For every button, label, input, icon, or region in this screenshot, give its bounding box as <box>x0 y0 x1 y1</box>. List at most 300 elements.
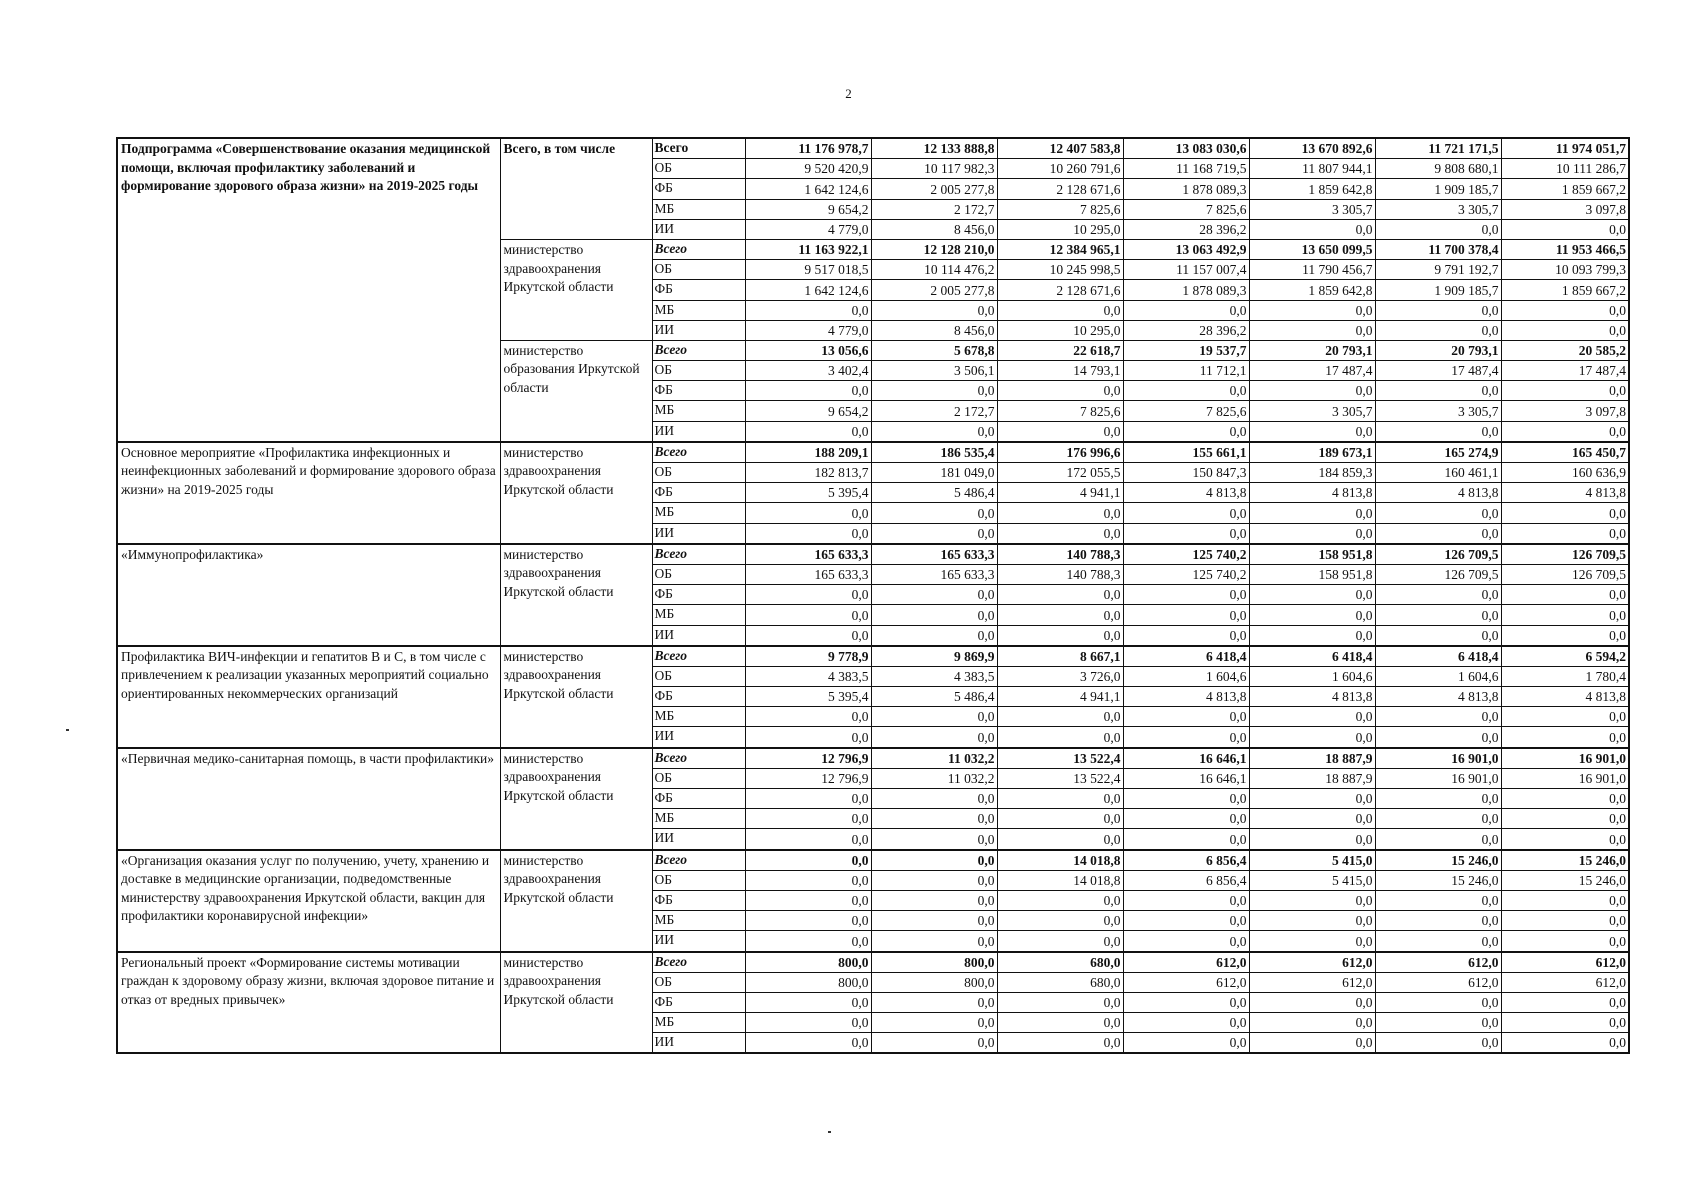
amount-cell: 0,0 <box>745 381 871 401</box>
amount-cell: 12 128 210,0 <box>871 239 997 259</box>
amount-cell: 0,0 <box>997 992 1123 1012</box>
amount-cell: 0,0 <box>1249 585 1375 605</box>
amount-cell: 0,0 <box>1249 911 1375 931</box>
amount-cell: 0,0 <box>871 911 997 931</box>
amount-cell: 28 396,2 <box>1123 219 1249 239</box>
amount-cell: 7 825,6 <box>997 199 1123 219</box>
funding-source: ИИ <box>652 931 745 952</box>
amount-cell: 0,0 <box>871 523 997 544</box>
amount-cell: 10 295,0 <box>997 320 1123 340</box>
amount-cell: 0,0 <box>997 809 1123 829</box>
amount-cell: 16 901,0 <box>1501 748 1629 769</box>
amount-cell: 0,0 <box>1375 625 1501 646</box>
amount-cell: 14 793,1 <box>997 361 1123 381</box>
amount-cell: 0,0 <box>745 585 871 605</box>
amount-cell: 0,0 <box>1249 523 1375 544</box>
amount-cell: 0,0 <box>1123 1013 1249 1033</box>
amount-cell: 0,0 <box>997 931 1123 952</box>
table-row <box>117 952 1629 973</box>
amount-cell: 0,0 <box>1501 829 1629 850</box>
amount-cell: 0,0 <box>871 625 997 646</box>
amount-cell: 680,0 <box>997 952 1123 973</box>
amount-cell: 4 941,1 <box>997 483 1123 503</box>
amount-cell: 3 726,0 <box>997 666 1123 686</box>
amount-cell: 11 953 466,5 <box>1501 239 1629 259</box>
amount-cell: 11 712,1 <box>1123 361 1249 381</box>
amount-cell: 6 418,4 <box>1375 646 1501 667</box>
amount-cell: 11 807 944,1 <box>1249 159 1375 179</box>
amount-cell: 0,0 <box>1249 789 1375 809</box>
amount-cell: 3 402,4 <box>745 361 871 381</box>
table-row <box>117 138 1629 159</box>
amount-cell: 17 487,4 <box>1375 361 1501 381</box>
amount-cell: 126 709,5 <box>1501 544 1629 565</box>
amount-cell: 0,0 <box>1501 911 1629 931</box>
executor-name: министерство здравоохранения Иркутской области <box>500 952 652 1054</box>
amount-cell: 10 117 982,3 <box>871 159 997 179</box>
funding-source: МБ <box>652 911 745 931</box>
amount-cell: 189 673,1 <box>1249 442 1375 463</box>
amount-cell: 0,0 <box>1375 809 1501 829</box>
amount-cell: 13 083 030,6 <box>1123 138 1249 159</box>
amount-cell: 0,0 <box>1123 625 1249 646</box>
amount-cell: 0,0 <box>997 381 1123 401</box>
amount-cell: 0,0 <box>1123 992 1249 1012</box>
executor-name: министерство здравоохранения Иркутской области <box>500 239 652 340</box>
amount-cell: 612,0 <box>1375 972 1501 992</box>
amount-cell: 0,0 <box>997 625 1123 646</box>
amount-cell: 4 779,0 <box>745 219 871 239</box>
funding-source: Всего <box>652 442 745 463</box>
amount-cell: 5 678,8 <box>871 340 997 360</box>
executor-name: министерство образования Иркутской области <box>500 340 652 441</box>
funding-source: Всего <box>652 239 745 259</box>
amount-cell: 0,0 <box>1375 503 1501 523</box>
amount-cell: 6 856,4 <box>1123 870 1249 890</box>
funding-source: ИИ <box>652 727 745 748</box>
amount-cell: 0,0 <box>1375 585 1501 605</box>
funding-source: ИИ <box>652 320 745 340</box>
amount-cell: 1 780,4 <box>1501 666 1629 686</box>
page-number: 2 <box>845 86 852 101</box>
amount-cell: 0,0 <box>1123 789 1249 809</box>
amount-cell: 10 093 799,3 <box>1501 260 1629 280</box>
funding-source: Всего <box>652 850 745 871</box>
amount-cell: 0,0 <box>1249 421 1375 442</box>
funding-source: МБ <box>652 503 745 523</box>
amount-cell: 3 506,1 <box>871 361 997 381</box>
amount-cell: 4 813,8 <box>1501 687 1629 707</box>
amount-cell: 612,0 <box>1123 952 1249 973</box>
table-row <box>117 850 1629 871</box>
amount-cell: 19 537,7 <box>1123 340 1249 360</box>
amount-cell: 13 650 099,5 <box>1249 239 1375 259</box>
table-row <box>117 748 1629 769</box>
amount-cell: 181 049,0 <box>871 463 997 483</box>
amount-cell: 1 604,6 <box>1375 666 1501 686</box>
amount-cell: 3 097,8 <box>1501 401 1629 421</box>
amount-cell: 0,0 <box>1249 992 1375 1012</box>
funding-source: ОБ <box>652 463 745 483</box>
funding-source: МБ <box>652 300 745 320</box>
amount-cell: 0,0 <box>1375 1033 1501 1054</box>
amount-cell: 8 667,1 <box>997 646 1123 667</box>
amount-cell: 126 709,5 <box>1375 564 1501 584</box>
amount-cell: 0,0 <box>997 727 1123 748</box>
amount-cell: 0,0 <box>997 1033 1123 1054</box>
amount-cell: 11 032,2 <box>871 768 997 788</box>
amount-cell: 0,0 <box>745 503 871 523</box>
amount-cell: 0,0 <box>1123 809 1249 829</box>
amount-cell: 0,0 <box>745 523 871 544</box>
executor-name: министерство здравоохранения Иркутской области <box>500 646 652 748</box>
funding-source: МБ <box>652 809 745 829</box>
amount-cell: 18 887,9 <box>1249 768 1375 788</box>
amount-cell: 9 520 420,9 <box>745 159 871 179</box>
amount-cell: 9 778,9 <box>745 646 871 667</box>
amount-cell: 158 951,8 <box>1249 564 1375 584</box>
funding-source: ИИ <box>652 219 745 239</box>
amount-cell: 800,0 <box>745 952 871 973</box>
table-row <box>117 646 1629 667</box>
amount-cell: 0,0 <box>1501 992 1629 1012</box>
amount-cell: 0,0 <box>1375 605 1501 625</box>
amount-cell: 0,0 <box>1501 381 1629 401</box>
amount-cell: 0,0 <box>745 421 871 442</box>
amount-cell: 165 633,3 <box>745 544 871 565</box>
amount-cell: 10 260 791,6 <box>997 159 1123 179</box>
funding-source: Всего <box>652 952 745 973</box>
amount-cell: 0,0 <box>1375 523 1501 544</box>
amount-cell: 0,0 <box>745 789 871 809</box>
amount-cell: 165 274,9 <box>1375 442 1501 463</box>
amount-cell: 0,0 <box>1123 829 1249 850</box>
amount-cell: 0,0 <box>871 1013 997 1033</box>
amount-cell: 0,0 <box>1249 931 1375 952</box>
amount-cell: 0,0 <box>745 911 871 931</box>
amount-cell: 0,0 <box>871 931 997 952</box>
amount-cell: 0,0 <box>1501 727 1629 748</box>
amount-cell: 13 056,6 <box>745 340 871 360</box>
executor-name: министерство здравоохранения Иркутской области <box>500 850 652 952</box>
amount-cell: 7 825,6 <box>1123 199 1249 219</box>
amount-cell: 160 636,9 <box>1501 463 1629 483</box>
amount-cell: 8 456,0 <box>871 219 997 239</box>
amount-cell: 16 646,1 <box>1123 768 1249 788</box>
amount-cell: 0,0 <box>871 503 997 523</box>
amount-cell: 0,0 <box>1123 707 1249 727</box>
measure-title: Основное мероприятие «Профилактика инфекционных и неинфекционных заболеваний и формирование здорового образа жизни» на 2019-2025 годы <box>117 442 500 544</box>
amount-cell: 612,0 <box>1249 972 1375 992</box>
amount-cell: 0,0 <box>871 789 997 809</box>
funding-source: ФБ <box>652 687 745 707</box>
amount-cell: 11 163 922,1 <box>745 239 871 259</box>
amount-cell: 0,0 <box>1123 300 1249 320</box>
funding-source: Всего <box>652 544 745 565</box>
amount-cell: 9 808 680,1 <box>1375 159 1501 179</box>
amount-cell: 184 859,3 <box>1249 463 1375 483</box>
amount-cell: 0,0 <box>1375 931 1501 952</box>
amount-cell: 8 456,0 <box>871 320 997 340</box>
amount-cell: 1 642 124,6 <box>745 280 871 300</box>
amount-cell: 0,0 <box>1375 320 1501 340</box>
amount-cell: 800,0 <box>745 972 871 992</box>
funding-source: ФБ <box>652 381 745 401</box>
amount-cell: 612,0 <box>1501 972 1629 992</box>
amount-cell: 10 114 476,2 <box>871 260 997 280</box>
amount-cell: 12 133 888,8 <box>871 138 997 159</box>
amount-cell: 9 791 192,7 <box>1375 260 1501 280</box>
amount-cell: 0,0 <box>1123 421 1249 442</box>
amount-cell: 0,0 <box>1123 911 1249 931</box>
amount-cell: 612,0 <box>1501 952 1629 973</box>
funding-source: МБ <box>652 401 745 421</box>
amount-cell: 28 396,2 <box>1123 320 1249 340</box>
amount-cell: 20 585,2 <box>1501 340 1629 360</box>
amount-cell: 0,0 <box>1375 829 1501 850</box>
amount-cell: 16 901,0 <box>1375 768 1501 788</box>
amount-cell: 11 157 007,4 <box>1123 260 1249 280</box>
amount-cell: 0,0 <box>745 727 871 748</box>
funding-source: ОБ <box>652 159 745 179</box>
amount-cell: 0,0 <box>1375 707 1501 727</box>
amount-cell: 12 796,9 <box>745 768 871 788</box>
amount-cell: 0,0 <box>1123 503 1249 523</box>
amount-cell: 0,0 <box>871 605 997 625</box>
amount-cell: 15 246,0 <box>1375 850 1501 871</box>
amount-cell: 2 005 277,8 <box>871 179 997 199</box>
amount-cell: 4 383,5 <box>745 666 871 686</box>
amount-cell: 6 418,4 <box>1123 646 1249 667</box>
amount-cell: 4 383,5 <box>871 666 997 686</box>
funding-source: Всего <box>652 138 745 159</box>
amount-cell: 9 869,9 <box>871 646 997 667</box>
funding-source: ИИ <box>652 829 745 850</box>
funding-source: ФБ <box>652 280 745 300</box>
funding-source: ФБ <box>652 585 745 605</box>
measure-title: Подпрограмма «Совершенствование оказания медицинской помощи, включая профилактику заболеваний и формирование здорового образа жизни» на 2019-2025 годы <box>117 138 500 442</box>
amount-cell: 0,0 <box>1375 911 1501 931</box>
funding-source: ФБ <box>652 992 745 1012</box>
amount-cell: 160 461,1 <box>1375 463 1501 483</box>
funding-source: МБ <box>652 199 745 219</box>
amount-cell: 1 604,6 <box>1123 666 1249 686</box>
amount-cell: 0,0 <box>1249 605 1375 625</box>
amount-cell: 0,0 <box>1501 707 1629 727</box>
amount-cell: 16 646,1 <box>1123 748 1249 769</box>
amount-cell: 0,0 <box>1501 421 1629 442</box>
amount-cell: 16 901,0 <box>1501 768 1629 788</box>
amount-cell: 1 642 124,6 <box>745 179 871 199</box>
amount-cell: 0,0 <box>871 585 997 605</box>
amount-cell: 11 790 456,7 <box>1249 260 1375 280</box>
amount-cell: 0,0 <box>745 829 871 850</box>
amount-cell: 0,0 <box>1501 503 1629 523</box>
funding-source: ФБ <box>652 789 745 809</box>
amount-cell: 3 305,7 <box>1249 199 1375 219</box>
amount-cell: 10 245 998,5 <box>997 260 1123 280</box>
amount-cell: 172 055,5 <box>997 463 1123 483</box>
amount-cell: 6 856,4 <box>1123 850 1249 871</box>
amount-cell: 800,0 <box>871 972 997 992</box>
amount-cell: 0,0 <box>1501 1033 1629 1054</box>
amount-cell: 0,0 <box>1249 890 1375 910</box>
amount-cell: 5 486,4 <box>871 483 997 503</box>
amount-cell: 20 793,1 <box>1249 340 1375 360</box>
amount-cell: 0,0 <box>1375 1013 1501 1033</box>
amount-cell: 4 813,8 <box>1375 687 1501 707</box>
funding-source: ОБ <box>652 666 745 686</box>
amount-cell: 9 654,2 <box>745 401 871 421</box>
amount-cell: 22 618,7 <box>997 340 1123 360</box>
funding-source: ИИ <box>652 625 745 646</box>
amount-cell: 17 487,4 <box>1249 361 1375 381</box>
amount-cell: 1 859 642,8 <box>1249 280 1375 300</box>
funding-source: ОБ <box>652 361 745 381</box>
amount-cell: 0,0 <box>1249 707 1375 727</box>
funding-source: ФБ <box>652 483 745 503</box>
amount-cell: 16 901,0 <box>1375 748 1501 769</box>
amount-cell: 11 700 378,4 <box>1375 239 1501 259</box>
executor-name: министерство здравоохранения Иркутской области <box>500 442 652 544</box>
table-body <box>117 138 1629 1053</box>
amount-cell: 0,0 <box>745 992 871 1012</box>
amount-cell: 0,0 <box>1249 219 1375 239</box>
amount-cell: 9 517 018,5 <box>745 260 871 280</box>
executor-name: министерство здравоохранения Иркутской области <box>500 748 652 850</box>
amount-cell: 5 486,4 <box>871 687 997 707</box>
amount-cell: 0,0 <box>1501 890 1629 910</box>
amount-cell: 0,0 <box>871 809 997 829</box>
table-row <box>117 544 1629 565</box>
funding-source: ИИ <box>652 1033 745 1054</box>
amount-cell: 1 909 185,7 <box>1375 280 1501 300</box>
amount-cell: 0,0 <box>1501 605 1629 625</box>
amount-cell: 4 941,1 <box>997 687 1123 707</box>
scan-speck <box>66 729 69 731</box>
amount-cell: 125 740,2 <box>1123 544 1249 565</box>
amount-cell: 1 859 667,2 <box>1501 179 1629 199</box>
amount-cell: 165 450,7 <box>1501 442 1629 463</box>
budget-table <box>116 137 1630 1054</box>
amount-cell: 4 813,8 <box>1123 687 1249 707</box>
amount-cell: 0,0 <box>745 1033 871 1054</box>
amount-cell: 0,0 <box>997 707 1123 727</box>
amount-cell: 2 172,7 <box>871 401 997 421</box>
amount-cell: 4 813,8 <box>1249 687 1375 707</box>
amount-cell: 0,0 <box>1375 727 1501 748</box>
amount-cell: 4 813,8 <box>1375 483 1501 503</box>
amount-cell: 9 654,2 <box>745 199 871 219</box>
amount-cell: 4 779,0 <box>745 320 871 340</box>
amount-cell: 0,0 <box>1123 727 1249 748</box>
amount-cell: 13 522,4 <box>997 768 1123 788</box>
amount-cell: 0,0 <box>745 1013 871 1033</box>
amount-cell: 0,0 <box>1501 300 1629 320</box>
amount-cell: 2 128 671,6 <box>997 179 1123 199</box>
amount-cell: 0,0 <box>745 625 871 646</box>
amount-cell: 0,0 <box>871 890 997 910</box>
funding-source: ОБ <box>652 564 745 584</box>
amount-cell: 0,0 <box>1123 381 1249 401</box>
funding-source: ИИ <box>652 523 745 544</box>
amount-cell: 0,0 <box>1501 931 1629 952</box>
amount-cell: 1 878 089,3 <box>1123 280 1249 300</box>
measure-title: «Иммунопрофилактика» <box>117 544 500 646</box>
amount-cell: 0,0 <box>1123 1033 1249 1054</box>
amount-cell: 5 395,4 <box>745 483 871 503</box>
amount-cell: 0,0 <box>997 911 1123 931</box>
funding-source: ИИ <box>652 421 745 442</box>
amount-cell: 0,0 <box>1501 625 1629 646</box>
amount-cell: 0,0 <box>1375 219 1501 239</box>
executor-name: Всего, в том числе <box>500 138 652 239</box>
amount-cell: 0,0 <box>997 789 1123 809</box>
amount-cell: 0,0 <box>871 992 997 1012</box>
amount-cell: 4 813,8 <box>1249 483 1375 503</box>
amount-cell: 0,0 <box>871 850 997 871</box>
amount-cell: 0,0 <box>745 605 871 625</box>
funding-source: ФБ <box>652 890 745 910</box>
measure-title: «Организация оказания услуг по получению, учету, хранению и доставке в медицинские организации, подведомственные министерству здравоохранения Иркутской области, вакцин для профилактики коронавирусной инфекции» <box>117 850 500 952</box>
amount-cell: 0,0 <box>1375 789 1501 809</box>
amount-cell: 0,0 <box>1501 789 1629 809</box>
amount-cell: 155 661,1 <box>1123 442 1249 463</box>
amount-cell: 15 246,0 <box>1375 870 1501 890</box>
amount-cell: 13 670 892,6 <box>1249 138 1375 159</box>
amount-cell: 0,0 <box>1249 300 1375 320</box>
amount-cell: 612,0 <box>1249 952 1375 973</box>
funding-source: ОБ <box>652 870 745 890</box>
amount-cell: 0,0 <box>1249 727 1375 748</box>
amount-cell: 0,0 <box>871 421 997 442</box>
amount-cell: 165 633,3 <box>745 564 871 584</box>
amount-cell: 2 128 671,6 <box>997 280 1123 300</box>
amount-cell: 10 111 286,7 <box>1501 159 1629 179</box>
amount-cell: 0,0 <box>997 523 1123 544</box>
funding-source: МБ <box>652 707 745 727</box>
amount-cell: 0,0 <box>871 300 997 320</box>
funding-source: МБ <box>652 1013 745 1033</box>
amount-cell: 14 018,8 <box>997 850 1123 871</box>
amount-cell: 0,0 <box>1249 1033 1375 1054</box>
amount-cell: 165 633,3 <box>871 544 997 565</box>
amount-cell: 12 407 583,8 <box>997 138 1123 159</box>
amount-cell: 1 604,6 <box>1249 666 1375 686</box>
amount-cell: 0,0 <box>745 300 871 320</box>
table-row <box>117 442 1629 463</box>
amount-cell: 0,0 <box>1249 809 1375 829</box>
amount-cell: 0,0 <box>997 890 1123 910</box>
amount-cell: 7 825,6 <box>997 401 1123 421</box>
amount-cell: 165 633,3 <box>871 564 997 584</box>
amount-cell: 0,0 <box>1501 1013 1629 1033</box>
executor-name: министерство здравоохранения Иркутской области <box>500 544 652 646</box>
amount-cell: 1 909 185,7 <box>1375 179 1501 199</box>
amount-cell: 3 305,7 <box>1249 401 1375 421</box>
amount-cell: 0,0 <box>997 829 1123 850</box>
amount-cell: 126 709,5 <box>1375 544 1501 565</box>
amount-cell: 0,0 <box>1249 503 1375 523</box>
amount-cell: 20 793,1 <box>1375 340 1501 360</box>
funding-source: Всего <box>652 748 745 769</box>
amount-cell: 1 859 642,8 <box>1249 179 1375 199</box>
amount-cell: 18 887,9 <box>1249 748 1375 769</box>
amount-cell: 0,0 <box>871 870 997 890</box>
amount-cell: 0,0 <box>1249 381 1375 401</box>
amount-cell: 0,0 <box>1249 625 1375 646</box>
amount-cell: 182 813,7 <box>745 463 871 483</box>
